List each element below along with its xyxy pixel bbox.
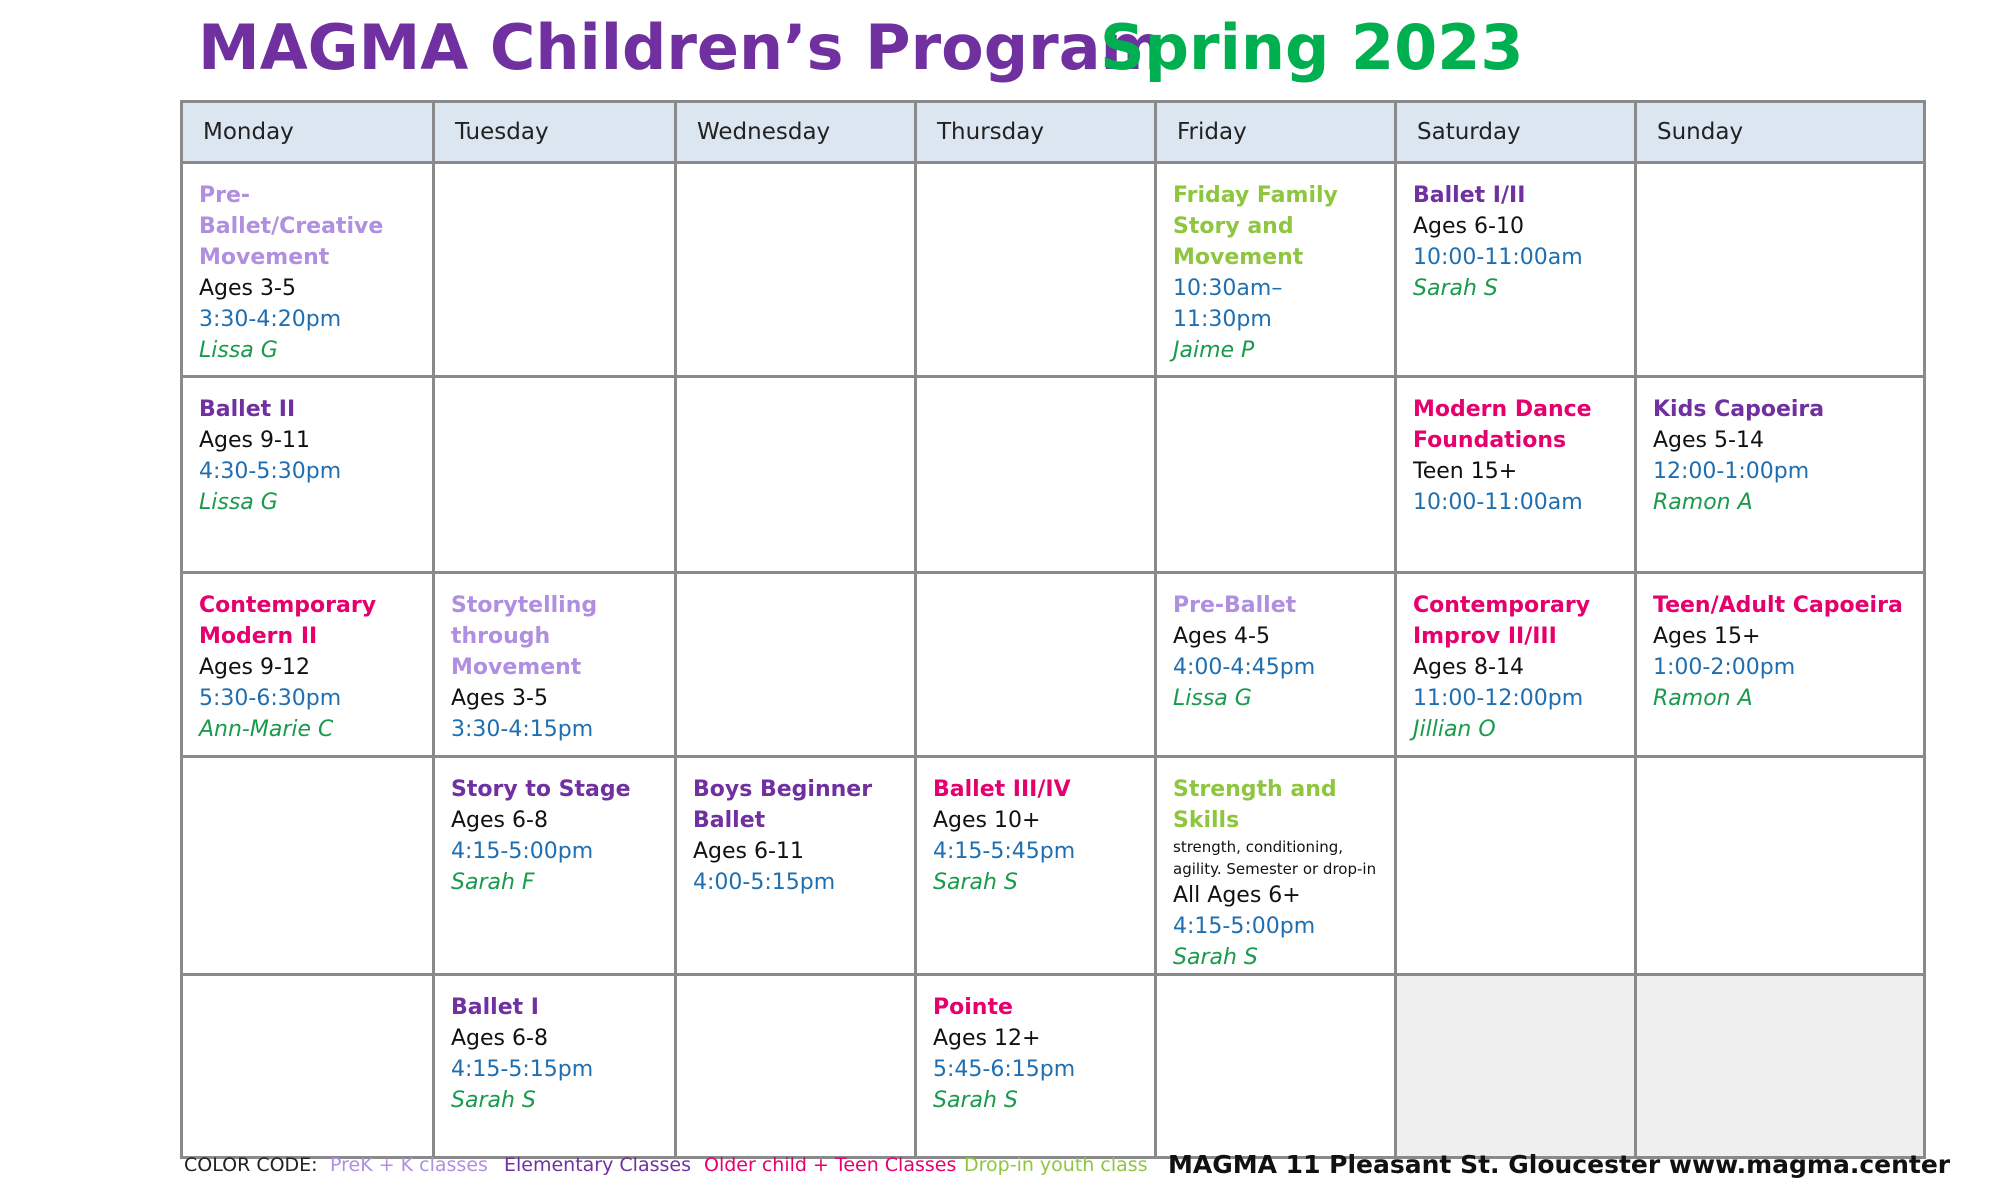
class-instructor: Sarah S	[1413, 276, 1498, 301]
class-ages: Ages 3-5	[199, 276, 296, 301]
schedule-cell	[1156, 163, 1396, 377]
class-ages: Ages 8-14	[1413, 655, 1524, 680]
schedule-cell	[676, 163, 916, 377]
day-header: Wednesday	[676, 102, 916, 163]
day-header: Saturday	[1396, 102, 1636, 163]
class-name: Contemporary Improv II/III	[1413, 593, 1591, 649]
class-instructor: Lissa G	[199, 338, 278, 363]
class-time: 11:00-12:00pm	[1413, 686, 1584, 711]
class-name: Ballet I/II	[1413, 183, 1526, 208]
class-time: 4:30-5:30pm	[199, 459, 342, 484]
class-instructor: Ramon A	[1653, 686, 1753, 711]
day-header: Friday	[1156, 102, 1396, 163]
schedule-cell	[434, 975, 676, 1158]
schedule-cell	[916, 757, 1156, 975]
schedule-cell	[1396, 377, 1636, 573]
legend-prek: PreK + K classes	[330, 1154, 488, 1176]
class-note: strength, conditioning, agility. Semester or drop-in	[1173, 838, 1377, 878]
day-header: Monday	[182, 102, 434, 163]
schedule-cell	[1636, 573, 1925, 757]
class-instructor: Sarah S	[933, 870, 1018, 895]
class-name: Boys Beginner Ballet	[693, 777, 873, 833]
schedule-cell	[916, 975, 1156, 1158]
class-ages: Ages 6-11	[693, 839, 804, 864]
class-instructor: Ann-Marie C	[199, 717, 334, 742]
class-ages: Ages 12+	[933, 1026, 1041, 1051]
schedule-cell	[676, 757, 916, 975]
class-name: Story to Stage	[451, 777, 631, 802]
class-name: Friday Family Story and Movement	[1173, 183, 1338, 270]
schedule-row	[182, 573, 1925, 757]
class-instructor: Lissa G	[199, 490, 278, 515]
class-name: Contemporary Modern II	[199, 593, 377, 649]
schedule-cell	[676, 975, 916, 1158]
day-header: Thursday	[916, 102, 1156, 163]
class-instructor: Lissa G	[1173, 686, 1252, 711]
schedule-row	[182, 377, 1925, 573]
schedule-cell	[1636, 377, 1925, 573]
schedule-cell	[434, 377, 676, 573]
class-time: 3:30-4:15pm	[451, 717, 594, 742]
class-time: 10:00-11:00am	[1413, 490, 1583, 515]
class-time: 12:00-1:00pm	[1653, 459, 1810, 484]
season-title: Spring 2023	[1100, 11, 1524, 84]
class-time: 4:15-5:00pm	[451, 839, 594, 864]
class-time: 4:15-5:45pm	[933, 839, 1076, 864]
legend-teen: Older child + Teen Classes	[704, 1154, 957, 1176]
schedule-cell	[1396, 163, 1636, 377]
class-instructor: Jillian O	[1413, 717, 1496, 742]
class-time: 4:15-5:00pm	[1173, 914, 1316, 939]
schedule-cell	[1156, 975, 1396, 1158]
schedule-cell	[916, 377, 1156, 573]
day-header: Tuesday	[434, 102, 676, 163]
schedule-cell	[1636, 975, 1925, 1158]
legend-elementary: Elementary Classes	[504, 1154, 691, 1176]
schedule-cell	[182, 573, 434, 757]
class-name: Strength and Skills	[1173, 777, 1337, 833]
schedule-cell	[434, 757, 676, 975]
schedule-cell	[182, 757, 434, 975]
class-ages: Ages 6-10	[1413, 214, 1524, 239]
schedule-cell	[434, 163, 676, 377]
class-ages: All Ages 6+	[1173, 883, 1301, 908]
class-name: Teen/Adult Capoeira	[1653, 593, 1903, 618]
class-name: Ballet III/IV	[933, 777, 1071, 802]
class-time: 4:15-5:15pm	[451, 1057, 594, 1082]
schedule-body	[182, 163, 1925, 1158]
class-ages: Ages 6-8	[451, 808, 548, 833]
class-time: 4:00-5:15pm	[693, 870, 836, 895]
schedule-cell	[182, 975, 434, 1158]
schedule-cell	[1156, 573, 1396, 757]
class-instructor: Ramon A	[1653, 490, 1753, 515]
schedule-cell	[434, 573, 676, 757]
program-title: MAGMA Children’s Program	[198, 11, 1166, 84]
class-time: 1:00-2:00pm	[1653, 655, 1796, 680]
schedule-cell	[676, 573, 916, 757]
schedule-cell	[1396, 757, 1636, 975]
class-ages: Ages 3-5	[451, 686, 548, 711]
class-name: Pointe	[933, 995, 1013, 1020]
class-ages: Teen 15+	[1413, 459, 1518, 484]
class-ages: Ages 9-12	[199, 655, 310, 680]
day-header: Sunday	[1636, 102, 1925, 163]
class-instructor: Sarah S	[1173, 945, 1258, 970]
schedule-cell	[1636, 163, 1925, 377]
class-ages: Ages 6-8	[451, 1026, 548, 1051]
legend-dropin: Drop-in youth class	[964, 1154, 1148, 1176]
class-name: Pre-Ballet/Creative Movement	[199, 183, 384, 270]
class-time: 10:00-11:00am	[1413, 245, 1583, 270]
class-ages: Ages 4-5	[1173, 624, 1270, 649]
class-instructor: Sarah S	[451, 1088, 536, 1113]
schedule-cell	[916, 163, 1156, 377]
studio-address: MAGMA 11 Pleasant St. Gloucester www.magma.center	[1168, 1150, 1951, 1179]
schedule-cell	[1156, 377, 1396, 573]
class-time: 5:45-6:15pm	[933, 1057, 1076, 1082]
class-time: 10:30am–11:30pm	[1173, 276, 1283, 332]
schedule-table	[180, 100, 1926, 1159]
schedule-cell	[916, 573, 1156, 757]
class-ages: Ages 9-11	[199, 428, 310, 453]
schedule-cell	[676, 377, 916, 573]
class-name: Ballet II	[199, 397, 296, 422]
schedule-row	[182, 163, 1925, 377]
day-header-row	[182, 102, 1925, 163]
class-ages: Ages 5-14	[1653, 428, 1764, 453]
class-instructor: Sarah F	[451, 870, 535, 895]
class-time: 3:30-4:20pm	[199, 307, 342, 332]
class-name: Storytelling through Movement	[451, 593, 598, 680]
class-instructor: Sarah S	[933, 1088, 1018, 1113]
schedule-row	[182, 757, 1925, 975]
class-name: Kids Capoeira	[1653, 397, 1825, 422]
schedule-cell	[182, 163, 434, 377]
class-time: 5:30-6:30pm	[199, 686, 342, 711]
class-name: Ballet I	[451, 995, 539, 1020]
schedule-cell	[182, 377, 434, 573]
legend-label: COLOR CODE:	[184, 1154, 318, 1176]
schedule-cell	[1396, 975, 1636, 1158]
class-instructor: Jaime P	[1173, 338, 1255, 363]
schedule-cell	[1396, 573, 1636, 757]
schedule-row	[182, 975, 1925, 1158]
class-ages: Ages 15+	[1653, 624, 1761, 649]
class-ages: Ages 10+	[933, 808, 1041, 833]
schedule-cell	[1156, 757, 1396, 975]
class-time: 4:00-4:45pm	[1173, 655, 1316, 680]
schedule-cell	[1636, 757, 1925, 975]
class-name: Modern Dance Foundations	[1413, 397, 1592, 453]
class-name: Pre-Ballet	[1173, 593, 1297, 618]
color-code-legend	[184, 1148, 1951, 1182]
